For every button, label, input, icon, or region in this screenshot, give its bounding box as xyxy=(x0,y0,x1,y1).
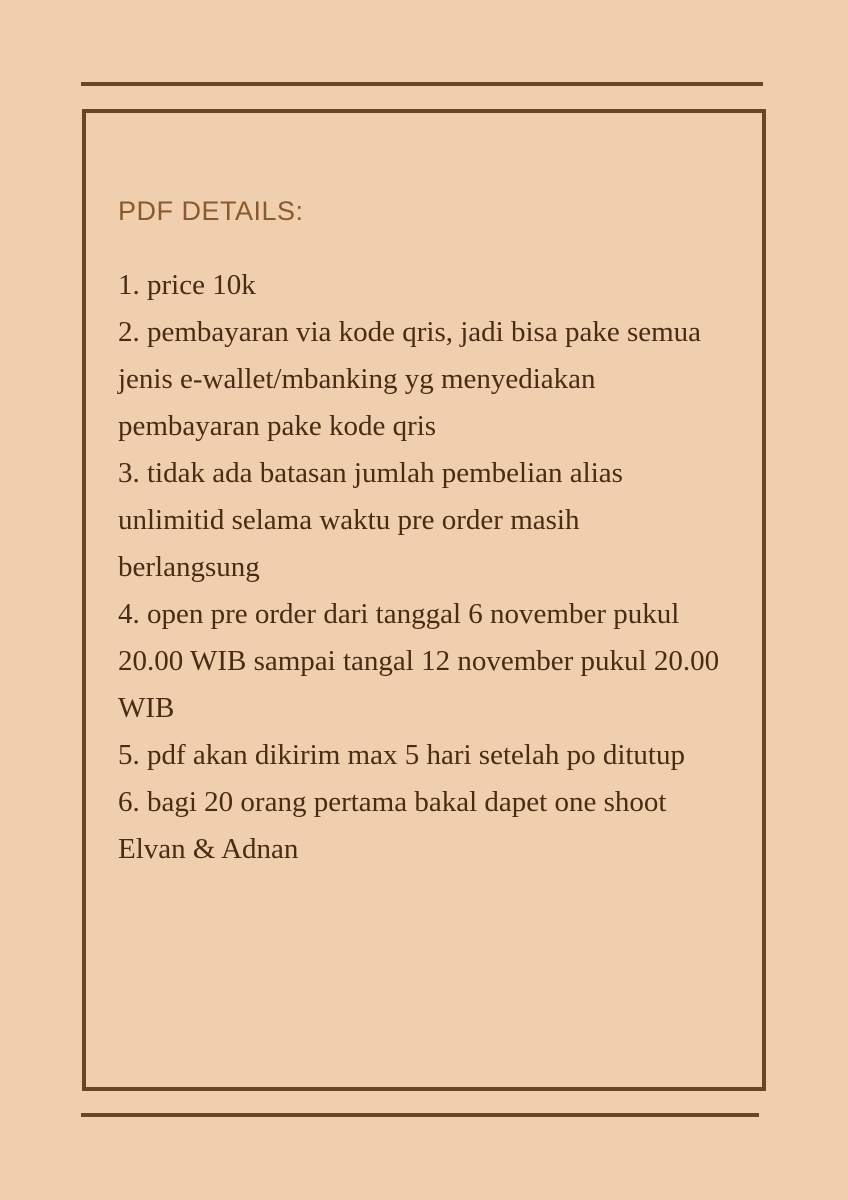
detail-item-payment: 2. pembayaran via kode qris, jadi bisa pake semua jenis e-wallet/mbanking yg menyediakan pembayaran pake kode qris xyxy=(118,316,702,442)
top-divider xyxy=(81,82,763,86)
detail-item-price: 1. price 10k xyxy=(118,269,256,301)
bottom-divider xyxy=(81,1113,759,1117)
detail-item-purchase-limit: 3. tidak ada batasan jumlah pembelian alias unlimitid selama waktu pre order masih berlangsung xyxy=(118,457,623,583)
detail-item-bonus: 6. bagi 20 orang pertama bakal dapet one shoot Elvan & Adnan xyxy=(118,786,667,865)
detail-item-preorder-period: 4. open pre order dari tanggal 6 november pukul 20.00 WIB sampai tangal 12 november pukul 20.00 WIB xyxy=(118,598,720,724)
detail-item-delivery: 5. pdf akan dikirim max 5 hari setelah po ditutup xyxy=(118,739,685,771)
details-list xyxy=(118,262,728,873)
details-heading: PDF DETAILS: xyxy=(118,196,304,226)
